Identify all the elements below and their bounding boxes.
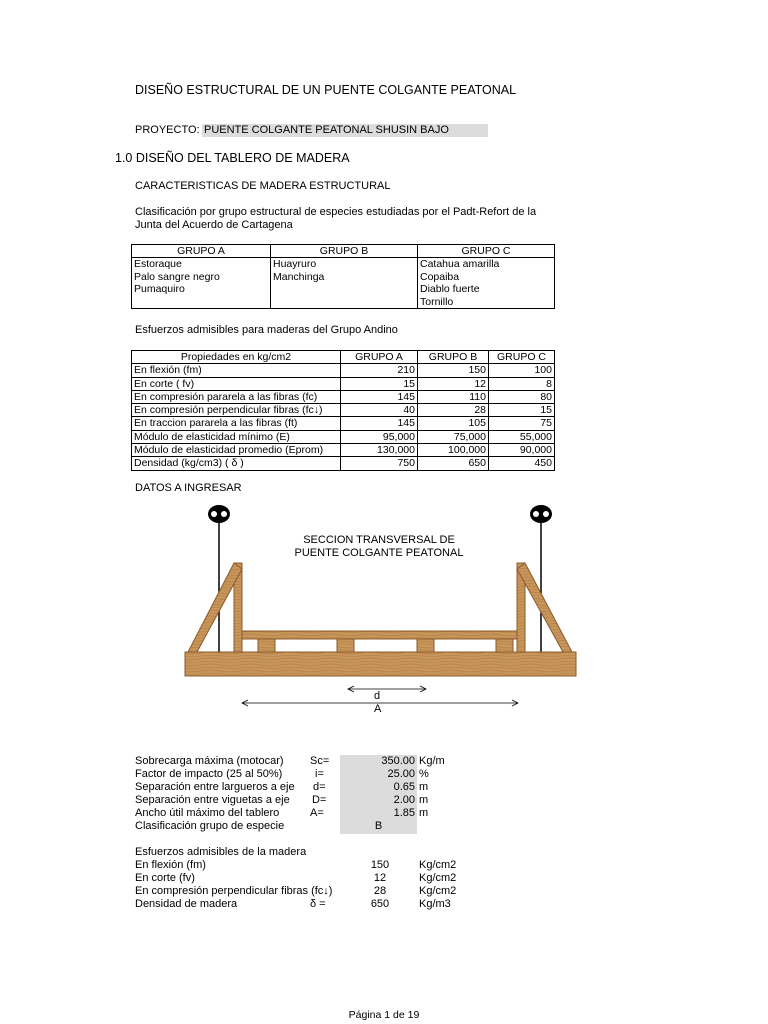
- dimension-d-arrow: [348, 686, 426, 692]
- input-label: Clasificación grupo de especie: [135, 820, 285, 832]
- groups-table: [131, 244, 555, 309]
- datos-heading: DATOS A INGRESAR: [135, 482, 242, 494]
- table-cell: 8: [489, 377, 555, 390]
- sobrecarga-input[interactable]: 350.00: [381, 755, 415, 767]
- table-cell: 750: [341, 457, 418, 470]
- page-title: DISEÑO ESTRUCTURAL DE UN PUENTE COLGANTE PEATONAL: [135, 83, 517, 97]
- table-cell: Densidad (kg/cm3) ( δ ): [132, 457, 341, 470]
- esfuerzo-unit: Kg/m3: [419, 898, 451, 910]
- table-cell: 15: [341, 377, 418, 390]
- input-label: Factor de impacto (25 al 50%): [135, 768, 283, 780]
- table-row: [132, 457, 555, 470]
- table-cell: Pumaquiro: [132, 283, 271, 295]
- table-cell: 95,000: [341, 430, 418, 443]
- diagram-title-2: PUENTE COLGANTE PEATONAL: [294, 547, 464, 559]
- table-cell: 75,000: [418, 430, 489, 443]
- table-cell: 130,000: [341, 444, 418, 457]
- input-symbol: D=: [312, 794, 327, 806]
- impact-factor-input[interactable]: 25.00: [387, 768, 415, 780]
- esfuerzo-label: En flexión (fm): [135, 859, 206, 871]
- props-header-3: GRUPO C: [489, 351, 555, 364]
- esfuerzo-unit: Kg/cm2: [419, 872, 457, 884]
- table-row: [132, 430, 555, 443]
- table-cell: 55,000: [489, 430, 555, 443]
- table-cell: 110: [418, 390, 489, 403]
- esfuerzo-label: Densidad de madera: [135, 898, 238, 910]
- diagram-title-1: SECCION TRANSVERSAL DE: [303, 534, 455, 546]
- project-value-field[interactable]: PUENTE COLGANTE PEATONAL SHUSIN BAJO: [202, 124, 488, 137]
- stringer: [496, 639, 513, 652]
- input-label: Separación entre largueros a eje: [135, 781, 295, 793]
- table-row: [132, 364, 555, 377]
- table-cell: 450: [489, 457, 555, 470]
- esfuerzo-unit: Kg/cm2: [419, 859, 457, 871]
- table-cell: 80: [489, 390, 555, 403]
- esfuerzo-unit: Kg/cm2: [419, 885, 457, 897]
- deck-plank: [242, 631, 517, 639]
- table-row: [132, 296, 555, 309]
- table-row: [132, 258, 555, 271]
- groups-header-b: GRUPO B: [271, 245, 418, 258]
- table-cell: [271, 296, 418, 309]
- deck-width-input[interactable]: 1.85: [393, 807, 415, 819]
- bridge-cross-section-diagram: [0, 495, 768, 720]
- table-cell: En traccion pararela a las fibras (ft): [132, 417, 341, 430]
- table-cell: 15: [489, 404, 555, 417]
- esfuerzos-heading: Esfuerzos admisibles para maderas del Grupo Andino: [135, 324, 398, 336]
- props-header-2: GRUPO B: [418, 351, 489, 364]
- classification-text-2: Junta del Acuerdo de Cartagena: [135, 219, 293, 231]
- classification-text-1: Clasificación por grupo estructural de especies estudiadas por el Padt-Refort de la: [135, 206, 537, 218]
- table-cell: 105: [418, 417, 489, 430]
- subheading: CARACTERISTICAS DE MADERA ESTRUCTURAL: [135, 180, 391, 192]
- table-cell: 150: [418, 364, 489, 377]
- props-header-1: GRUPO A: [341, 351, 418, 364]
- table-cell: 145: [341, 417, 418, 430]
- table-cell: 650: [418, 457, 489, 470]
- groups-header-a: GRUPO A: [132, 245, 271, 258]
- table-row: [132, 377, 555, 390]
- input-unit: m: [419, 781, 429, 793]
- main-beam: [185, 652, 576, 676]
- input-symbol: A=: [310, 807, 324, 819]
- table-cell: Copaiba: [418, 271, 555, 283]
- input-unit: m: [419, 807, 429, 819]
- table-cell: 90,000: [489, 444, 555, 457]
- esfuerzo-value: 12: [373, 872, 387, 884]
- stringer: [258, 639, 275, 652]
- table-cell: En corte ( fv): [132, 377, 341, 390]
- input-label: Ancho útil máximo del tablero: [135, 807, 280, 819]
- table-cell: Manchinga: [271, 271, 418, 283]
- table-row: [132, 444, 555, 457]
- page-footer: Página 1 de 19: [348, 1009, 420, 1021]
- properties-table: [131, 350, 555, 471]
- input-label: Sobrecarga máxima (motocar): [135, 755, 284, 767]
- stringer-spacing-input[interactable]: 0.65: [393, 781, 415, 793]
- table-row: [132, 390, 555, 403]
- esfuerzo-value: 650: [370, 898, 390, 910]
- table-cell: 40: [341, 404, 418, 417]
- table-cell: En flexión (fm): [132, 364, 341, 377]
- table-cell: Módulo de elasticidad mínimo (E): [132, 430, 341, 443]
- stringer: [417, 639, 434, 652]
- table-cell: Diablo fuerte: [418, 283, 555, 295]
- table-cell: Huayruro: [271, 258, 418, 271]
- props-header-0: Propiedades en kg/cm2: [132, 351, 341, 364]
- label-d: d: [374, 690, 381, 702]
- table-cell: 28: [418, 404, 489, 417]
- project-label: PROYECTO:: [135, 124, 200, 136]
- table-cell: En compresión perpendicular fibras (fc↓): [132, 404, 341, 417]
- table-row: [132, 271, 555, 283]
- species-group-input[interactable]: B: [374, 820, 383, 832]
- esfuerzo-value: 150: [370, 859, 390, 871]
- table-cell: Catahua amarilla: [418, 258, 555, 271]
- table-row: [132, 404, 555, 417]
- table-cell: En compresión pararela a las fibras (fc): [132, 390, 341, 403]
- input-symbol: d=: [313, 781, 326, 793]
- table-cell: 100,000: [418, 444, 489, 457]
- esfuerzo-value: 28: [373, 885, 387, 897]
- table-cell: Módulo de elasticidad promedio (Eprom): [132, 444, 341, 457]
- table-row: [132, 283, 555, 295]
- stringer: [337, 639, 354, 652]
- table-cell: [132, 296, 271, 309]
- input-unit: m: [419, 794, 429, 806]
- table-cell: 12: [418, 377, 489, 390]
- esfuerzo-symbol: δ =: [310, 898, 326, 910]
- input-symbol: Sc=: [310, 755, 330, 767]
- esfuerzo-label: En compresión perpendicular fibras (fc↓): [135, 885, 333, 897]
- esfuerzos-madera-heading: Esfuerzos admisibles de la madera: [135, 846, 307, 858]
- table-cell: 75: [489, 417, 555, 430]
- table-cell: 145: [341, 390, 418, 403]
- input-symbol: i=: [315, 768, 324, 780]
- joist-spacing-input[interactable]: 2.00: [393, 794, 415, 806]
- label-A: A: [374, 703, 382, 715]
- input-unit: Kg/m: [419, 755, 445, 767]
- table-cell: 100: [489, 364, 555, 377]
- input-unit: %: [419, 768, 429, 780]
- table-cell: 210: [341, 364, 418, 377]
- table-cell: [271, 283, 418, 295]
- table-cell: Palo sangre negro: [132, 271, 271, 283]
- section-heading-1: 1.0 DISEÑO DEL TABLERO DE MADERA: [115, 151, 350, 165]
- input-label: Separación entre viguetas a eje: [135, 794, 290, 806]
- table-cell: Estoraque: [132, 258, 271, 271]
- esfuerzo-label: En corte (fv): [135, 872, 195, 884]
- table-row: [132, 417, 555, 430]
- table-cell: Tornillo: [418, 296, 555, 309]
- groups-header-c: GRUPO C: [418, 245, 555, 258]
